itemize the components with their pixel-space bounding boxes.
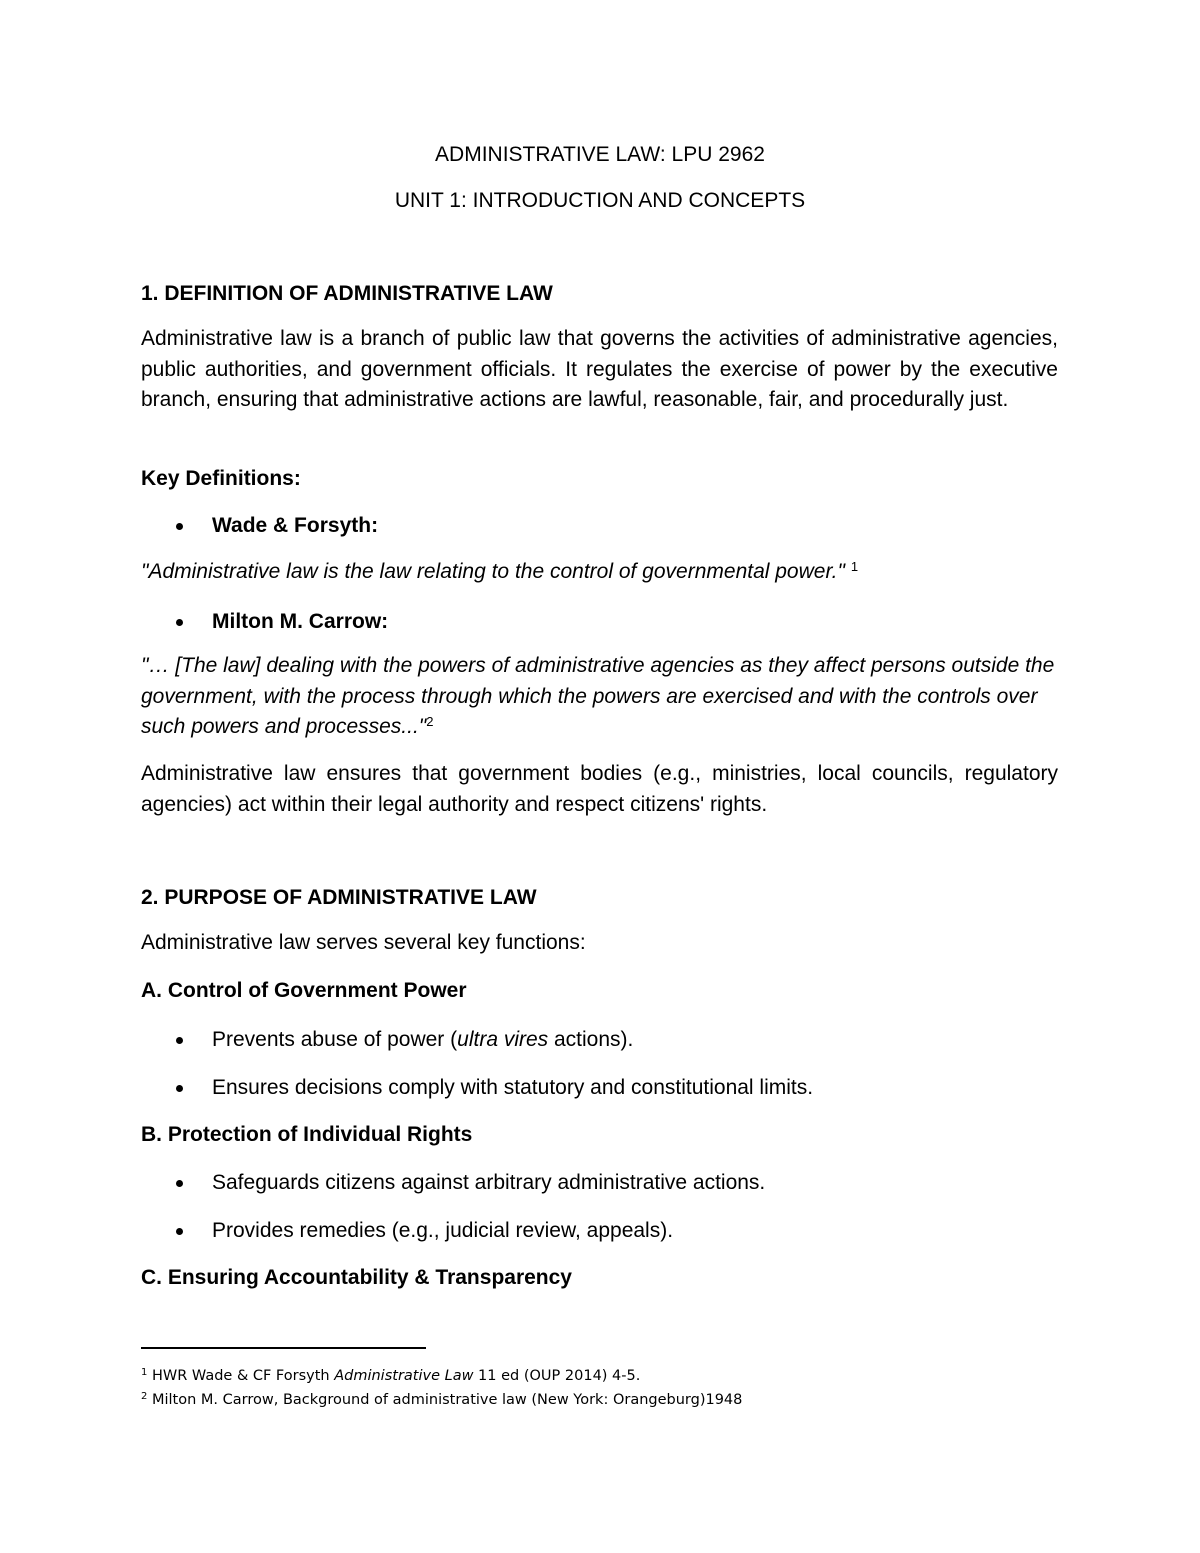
- bullet-icon: [176, 1085, 183, 1092]
- footnote-1: $^1$ HWR Wade & CF Forsyth Administrative Law 11 ed (OUP 2014) 4-5.: [141, 1367, 641, 1384]
- definition-quote-carrow: [141, 651, 1058, 743]
- bullet-icon: [176, 1037, 183, 1044]
- definition-author: Wade & Forsyth:: [212, 514, 379, 537]
- bullet-icon: [176, 1228, 183, 1235]
- key-definitions-label: Key Definitions:: [141, 467, 301, 490]
- document-page: ADMINISTRATIVE LAW: LPU 2962 UNIT 1: INTRODUCTION AND CONCEPTS 1. DEFINITION OF ADMINISTRATIVE LAW Administrative law is a branch of public law that governs the activities of administrative agencies, public authorities, and government officials. It regulates the exercise of power by the executive branch, ensuring that administrative actions are lawful, reasonable, fair, and procedurally just. Key Definitions: Wade & Forsyth: "Administrative law is the law relating to the control of governmental power." $^1$ Milton M. Carrow: "… [The law] dealing with the powers of administrative agencies as they affect persons outside the government, with the process through which the powers are exercised and with the controls over such powers and processes..."$^2$ Administrative law ensures that government bodies (e.g., ministries, local councils, regulatory agencies) act within their legal authority and respect citizens' rights. 2. PURPOSE OF ADMINISTRATIVE LAW Administrative law serves several key functions: A. Control of Government Power Prevents abuse of power (ultra vires actions). Ensures decisions comply with statutory and constitutional limits. B. Protection of Individual Rights Safeguards citizens against arbitrary administrative actions. Provides remedies (e.g., judicial review, appeals). C. Ensuring Accountability & Transparency $^1$ HWR Wade & CF Forsyth Administrative Law 11 ed (OUP 2014) 4-5. $^2$ Milton M. Carrow, Background of administrative law (New York: Orangeburg)1948: [0, 0, 1200, 1553]
- footnote-ref: 1: [850, 559, 859, 574]
- subsection-heading-b: B. Protection of Individual Rights: [141, 1123, 473, 1146]
- unit-title: UNIT 1: INTRODUCTION AND CONCEPTS: [394, 189, 806, 212]
- definition-quote-wade: [141, 557, 1058, 588]
- subsection-heading-c: C. Ensuring Accountability & Transparency: [141, 1266, 572, 1289]
- definition-paragraph: Administrative law is a branch of public law that governs the activities of administrative agencies, public authorities, and government officials. It regulates the exercise of power by the executive branch, ensuring that administrative actions are lawful, reasonable, fair, and procedurally just.: [141, 327, 1058, 411]
- footnote-2: $^2$ Milton M. Carrow, Background of administrative law (New York: Orangeburg)1948: [141, 1391, 743, 1408]
- section-2-heading: 2. PURPOSE OF ADMINISTRATIVE LAW: [141, 886, 537, 909]
- quote-text: "… [The law] dealing with the powers of administrative agencies as they affect persons outside the government, with the process through which the powers are exercised and with the controls over such powers and processes...": [141, 654, 1055, 738]
- closing-paragraph: Administrative law ensures that government bodies (e.g., ministries, local councils, regulatory agencies) act within their legal authority and respect citizens' rights.: [141, 762, 1058, 816]
- bullet-icon: [176, 1180, 183, 1187]
- bullet-icon: [176, 619, 183, 626]
- purpose-intro: Administrative law serves several key functions:: [141, 931, 586, 954]
- section-1-heading: 1. DEFINITION OF ADMINISTRATIVE LAW: [141, 282, 553, 305]
- document-title: ADMINISTRATIVE LAW: LPU 2962: [435, 143, 765, 166]
- definition-author: Milton M. Carrow:: [212, 610, 389, 633]
- subsection-heading-a: A. Control of Government Power: [141, 979, 467, 1002]
- footnote-separator: [141, 1347, 426, 1349]
- quote-text: "Administrative law is the law relating to the control of governmental power.": [141, 560, 845, 583]
- bullet-icon: [176, 523, 183, 530]
- footnote-ref: 2: [426, 714, 434, 729]
